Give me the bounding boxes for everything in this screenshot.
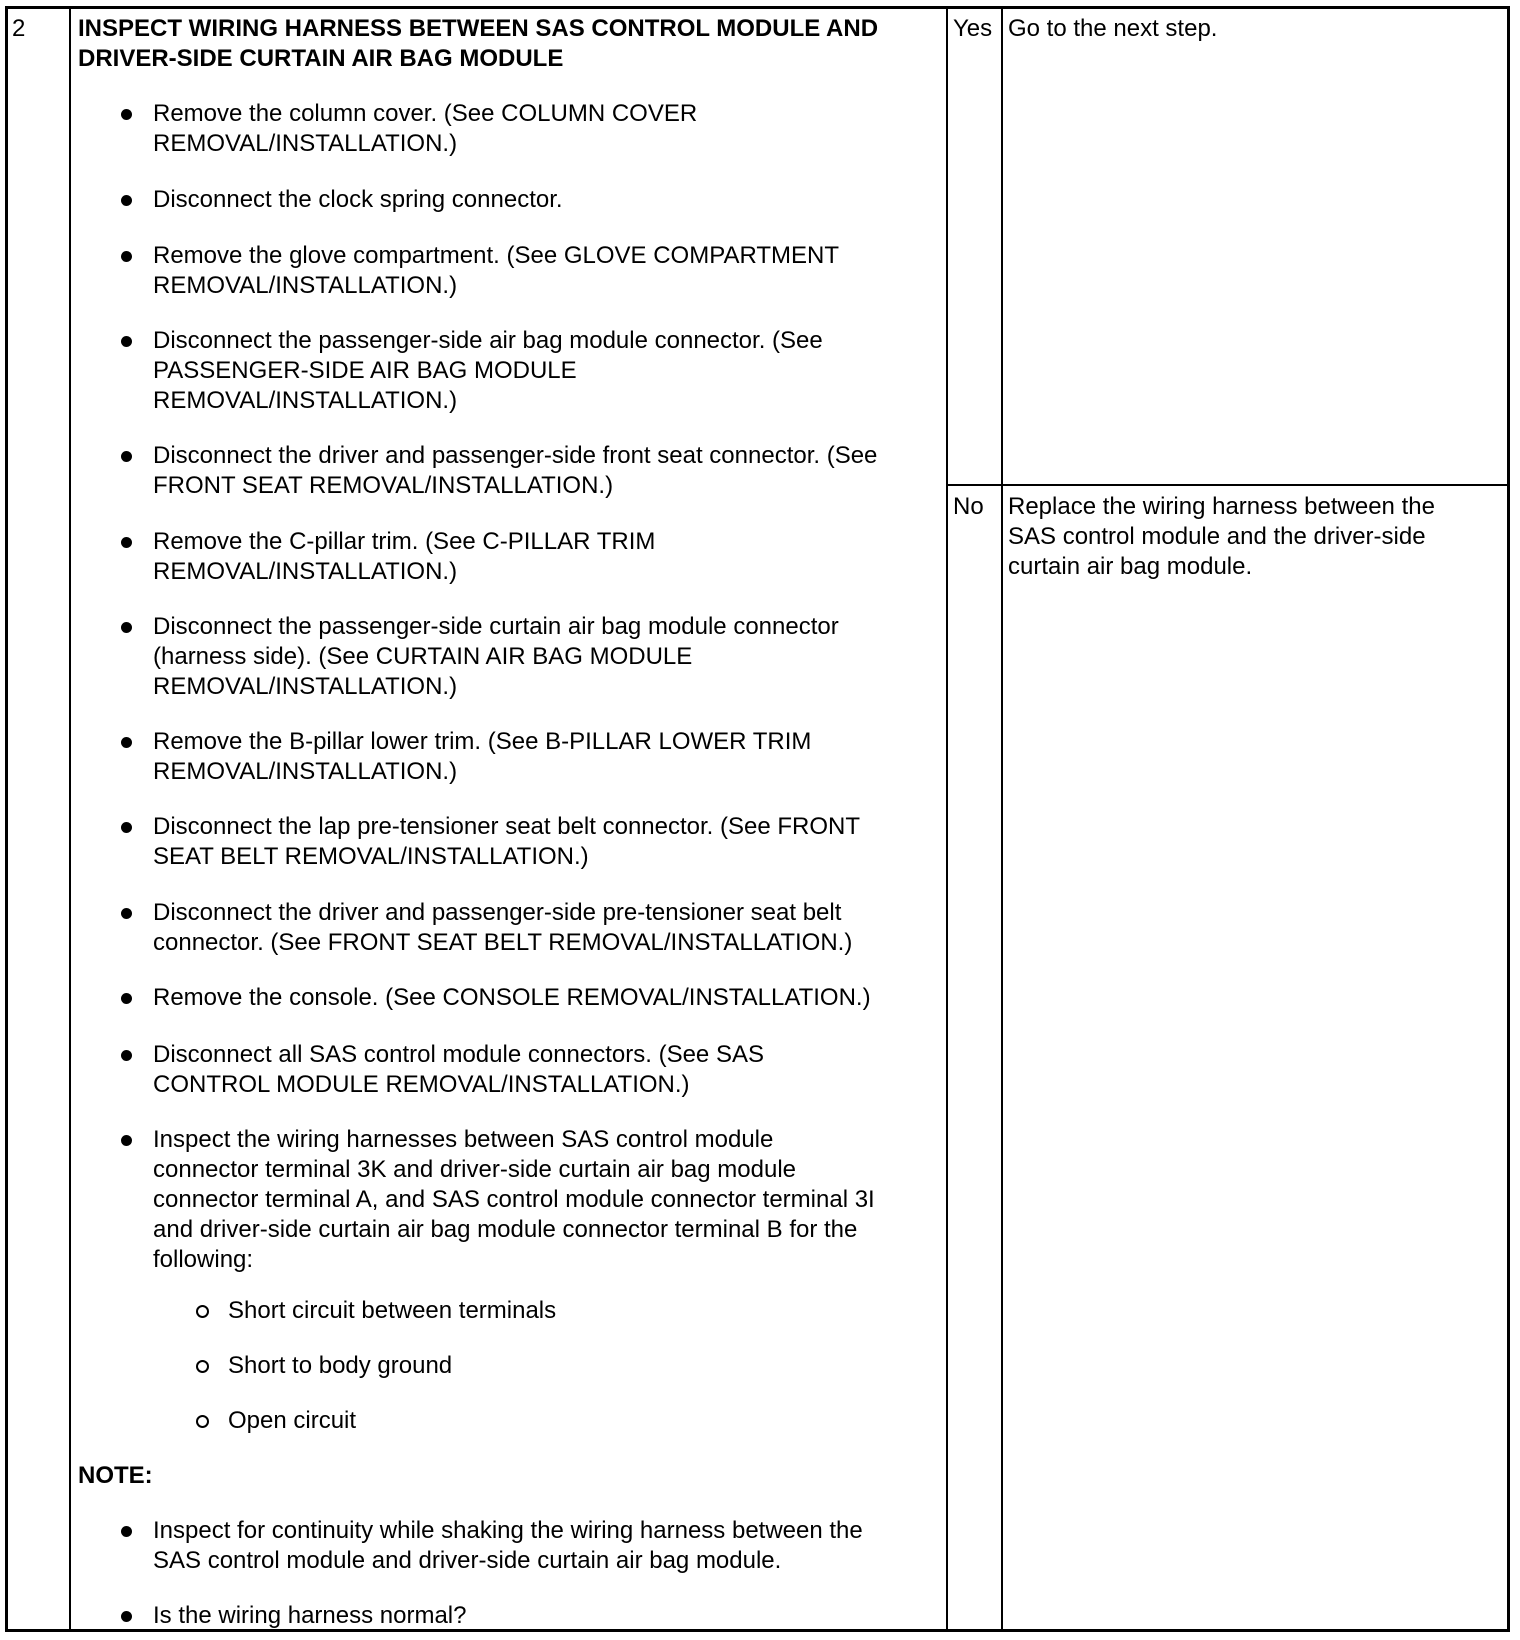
column-divider-step [69,6,71,1632]
procedure-text: REMOVAL/INSTALLATION.) [153,387,458,414]
procedure-text: connector terminal A, and SAS control module connector terminal 3I [153,1186,875,1213]
bullet-icon [121,336,132,347]
action-no-text: curtain air bag module. [1008,553,1253,580]
procedure-text: REMOVAL/INSTALLATION.) [153,272,458,299]
procedure-text: following: [153,1246,254,1273]
procedure-text: Remove the console. (See CONSOLE REMOVAL/INSTALLATION.) [153,984,871,1011]
bullet-icon [121,1135,132,1146]
procedure-text: Disconnect all SAS control module connectors. (See SAS [153,1041,764,1068]
procedure-text: Disconnect the passenger-side air bag module connector. (See [153,327,823,354]
hollow-bullet-icon [196,1415,209,1428]
procedure-text: Disconnect the driver and passenger-side front seat connector. (See [153,442,878,469]
bullet-icon [121,1526,132,1537]
column-divider-answer [946,6,948,1632]
bullet-icon [121,993,132,1004]
step-title: INSPECT WIRING HARNESS BETWEEN SAS CONTROL MODULE AND [78,15,879,42]
procedure-text: REMOVAL/INSTALLATION.) [153,758,458,785]
bullet-icon [121,251,132,262]
note-label: NOTE: [78,1462,153,1489]
procedure-text: (harness side). (See CURTAIN AIR BAG MODULE [153,643,693,670]
procedure-text: Disconnect the passenger-side curtain air bag module connector [153,613,839,640]
answer-no: No [953,493,984,520]
procedure-text: CONTROL MODULE REMOVAL/INSTALLATION.) [153,1071,690,1098]
answer-yes: Yes [953,15,993,42]
bullet-icon [121,195,132,206]
procedure-text: Remove the column cover. (See COLUMN COVER [153,100,698,127]
bullet-icon [121,451,132,462]
procedure-text: PASSENGER-SIDE AIR BAG MODULE [153,357,577,384]
step-title: DRIVER-SIDE CURTAIN AIR BAG MODULE [78,45,564,72]
bullet-icon [121,109,132,120]
bullet-icon [121,1611,132,1622]
hollow-bullet-icon [196,1360,209,1373]
procedure-text: Remove the C-pillar trim. (See C-PILLAR TRIM [153,528,656,555]
note-text: SAS control module and driver-side curtain air bag module. [153,1547,782,1574]
bullet-icon [121,908,132,919]
procedure-text: Inspect the wiring harnesses between SAS control module [153,1126,774,1153]
procedure-text: Disconnect the driver and passenger-side pre-tensioner seat belt [153,899,842,926]
procedure-text: REMOVAL/INSTALLATION.) [153,673,458,700]
bullet-icon [121,822,132,833]
bullet-icon [121,537,132,548]
bullet-icon [121,1050,132,1061]
procedure-text: Disconnect the lap pre-tensioner seat belt connector. (See FRONT [153,813,861,840]
note-text: Is the wiring harness normal? [153,1602,467,1629]
action-no-text: SAS control module and the driver-side [1008,523,1426,550]
procedure-text: SEAT BELT REMOVAL/INSTALLATION.) [153,843,589,870]
procedure-text: connector terminal 3K and driver-side curtain air bag module [153,1156,796,1183]
action-yes-text: Go to the next step. [1008,15,1218,42]
procedure-text: Remove the B-pillar lower trim. (See B-PILLAR LOWER TRIM [153,728,812,755]
step-number: 2 [12,15,26,42]
row-divider-yes-no [946,484,1508,486]
procedure-text: connector. (See FRONT SEAT BELT REMOVAL/INSTALLATION.) [153,929,853,956]
column-divider-action [1001,6,1003,1632]
procedure-text: FRONT SEAT REMOVAL/INSTALLATION.) [153,472,614,499]
procedure-text: REMOVAL/INSTALLATION.) [153,558,458,585]
note-text: Inspect for continuity while shaking the wiring harness between the [153,1517,863,1544]
procedure-text: and driver-side curtain air bag module connector terminal B for the [153,1216,858,1243]
bullet-icon [121,737,132,748]
action-no-text: Replace the wiring harness between the [1008,493,1435,520]
sub-item-text: Short circuit between terminals [228,1297,557,1324]
procedure-text: Remove the glove compartment. (See GLOVE COMPARTMENT [153,242,840,269]
sub-item-text: Open circuit [228,1407,357,1434]
procedure-text: Disconnect the clock spring connector. [153,186,563,213]
bullet-icon [121,622,132,633]
hollow-bullet-icon [196,1305,209,1318]
procedure-text: REMOVAL/INSTALLATION.) [153,130,458,157]
sub-item-text: Short to body ground [228,1352,453,1379]
